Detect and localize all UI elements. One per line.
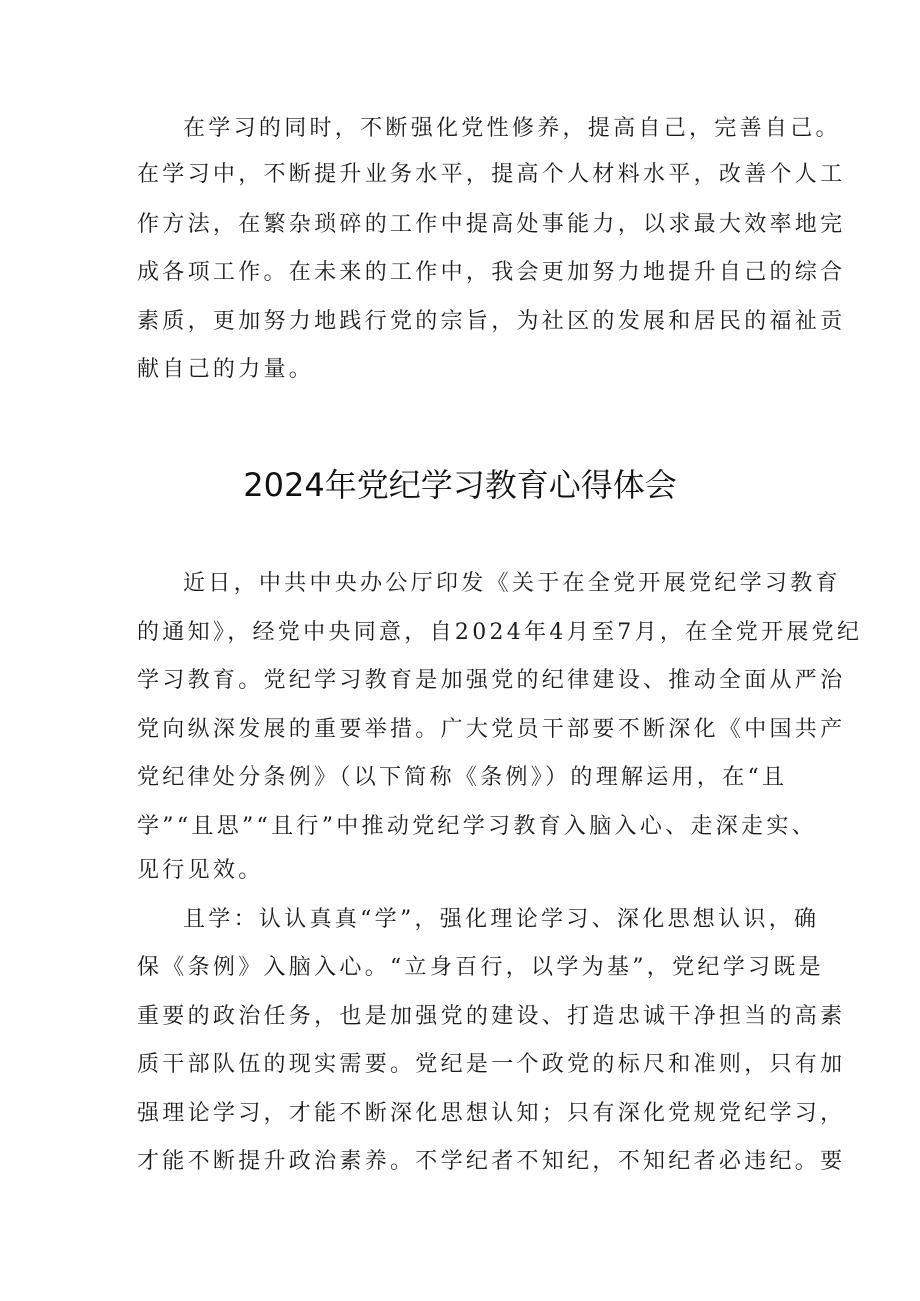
- paragraph-line: 且学：认认真真“学”，强化理论学习、深化思想认识，确: [183, 907, 820, 932]
- paragraph-line: 近日，中共中央办公厅印发《关于在全党开展党纪学习教育: [183, 571, 841, 596]
- document-title: 2024年党纪学习教育心得体会: [243, 466, 677, 504]
- paragraph-line: 党向纵深发展的重要举措。广大党员干部要不断深化《中国共产: [137, 717, 846, 742]
- paragraph-line: 在学习中，不断提升业务水平，提高个人材料水平，改善个人工: [137, 162, 846, 187]
- paragraph-line: 在学习的同时，不断强化党性修养，提高自己，完善自己。: [183, 116, 841, 141]
- paragraph-line: 见行见效。: [137, 858, 264, 883]
- paragraph-line: 素质，更加努力地践行党的宗旨，为社区的发展和居民的福祉贡: [137, 309, 846, 334]
- paragraph-line: 党纪律处分条例》（以下简称《条例》）的理解运用，在“且: [137, 765, 788, 790]
- paragraph-line: 献自己的力量。: [137, 357, 315, 382]
- paragraph-line: 学习教育。党纪学习教育是加强党的纪律建设、推动全面从严治: [137, 668, 846, 693]
- paragraph-line: 质干部队伍的现实需要。党纪是一个政党的标尺和准则，只有加: [137, 1052, 846, 1077]
- paragraph-line: 作方法，在繁杂琐碎的工作中提高处事能力，以求最大效率地完: [137, 212, 846, 237]
- paragraph-line: 重要的政治任务，也是加强党的建设、打造忠诚干净担当的高素: [137, 1004, 846, 1029]
- paragraph-line: 学”“且思”“且行”中推动党纪学习教育入脑入心、走深走实、: [137, 814, 817, 839]
- paragraph-line: 的通知》，经党中央同意，自2024年4月至7月，在全党开展党纪: [137, 620, 863, 645]
- paragraph-line: 强理论学习，才能不断深化思想认知；只有深化党规党纪学习，: [137, 1101, 846, 1126]
- paragraph-line: 保《条例》入脑入心。“立身百行，以学为基”，党纪学习既是: [137, 955, 824, 980]
- paragraph-line: 才能不断提升政治素养。不学纪者不知纪，不知纪者必违纪。要: [137, 1149, 846, 1174]
- paragraph-line: 成各项工作。在未来的工作中，我会更加努力地提升自己的综合: [137, 260, 846, 285]
